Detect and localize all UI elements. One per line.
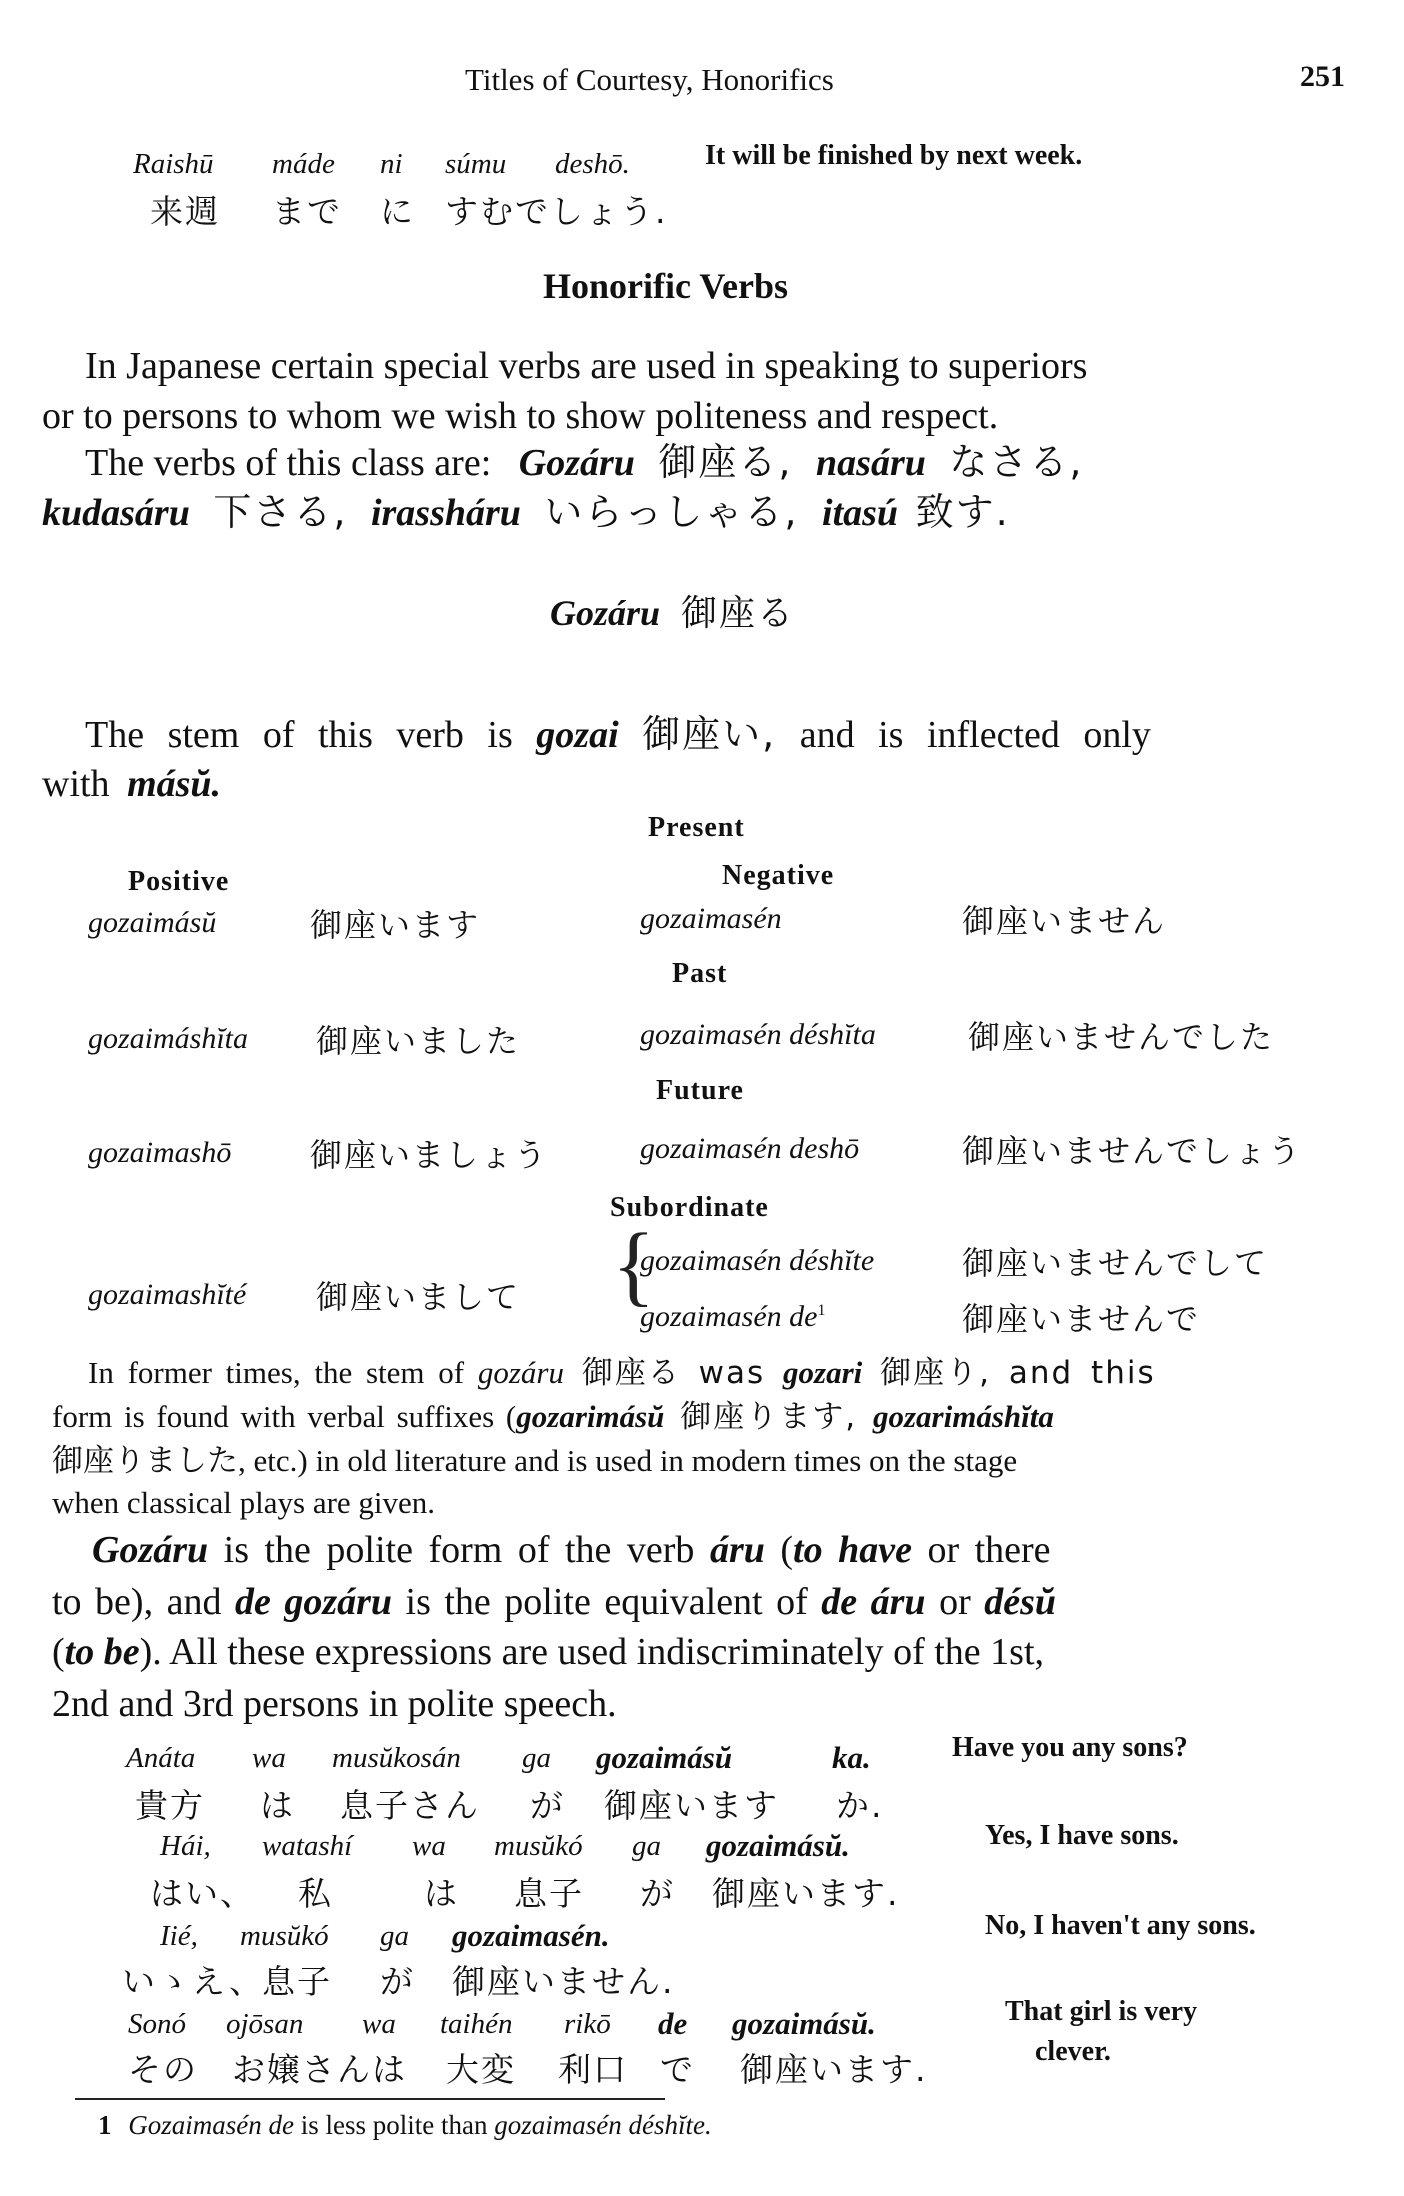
japanese-word: 利口 [558,2050,628,2089]
running-head: Titles of Courtesy, Honorifics [465,62,834,97]
note-line [52,1396,1054,1438]
romaji-word: ojōsan [226,2008,304,2040]
subsection-title-kanji: 御座る [681,593,796,634]
note-line: 御座りました, etc.) in old literature and is used in modern times on the stage [52,1443,1018,1478]
japanese-word: で [660,2050,695,2089]
polite-line: 2nd and 3rd persons in polite speech. [52,1683,617,1725]
positive-japanese: 御座いまして [316,1278,521,1316]
verb-romaji: itasú [822,492,899,534]
bold-italic-term: de áru [821,1581,926,1623]
polite-line [52,1628,1044,1677]
negative-romaji [640,1300,825,1334]
note-text: 御座ります, [664,1399,873,1435]
romaji-word: watashí [262,1830,353,1862]
text: ). All these expressions are used indiscriminately of the 1st, [139,1631,1045,1673]
subsection-title [550,585,795,636]
english-translation: No, I haven't any sons. [985,1910,1256,1941]
romaji-word: Anáta [126,1742,196,1774]
romaji-word: ga [380,1920,409,1952]
text: is the polite form of the verb [208,1529,710,1571]
text: ( [764,1529,794,1571]
romaji-word: Hái, [160,1830,211,1862]
japanese-word: 大変 [446,2050,516,2089]
note-bold-italic: gozarimásŭ [516,1399,665,1434]
japanese-word: まで [272,192,342,231]
note-text: In former times, the stem of [88,1355,478,1390]
note-bold-italic: gozarimáshĭta [872,1399,1054,1434]
romaji-word: musŭkó [240,1920,329,1952]
verbs-label: The verbs of this class are: [85,442,492,484]
note-line: when classical plays are given. [52,1485,436,1520]
romaji-word: gozaimásŭ [596,1740,733,1775]
japanese-word: 貴方 [135,1786,205,1825]
verb-kanji: 致す. [915,490,1010,534]
romaji-word: musŭkó [494,1830,583,1862]
stem-text: with [42,763,110,805]
negative-romaji-text: gozaimasén de [640,1300,818,1333]
page-number: 251 [1300,60,1345,93]
japanese-word: 私 [298,1874,333,1913]
bold-italic-term: Gozáru [92,1529,209,1571]
japanese-word: は [260,1786,295,1825]
negative-romaji: gozaimasén deshō [640,1132,860,1165]
bold-italic-term: to be [64,1631,140,1673]
japanese-word: 御座います. [740,2050,928,2089]
footnote [98,2110,712,2141]
footnote-text: is less polite than [293,2110,495,2140]
footnote-number: 1 [98,2110,112,2140]
negative-romaji: gozaimasén [640,902,782,935]
note-text: form is found with verbal suffixes ( [52,1399,517,1434]
romaji-word: rikō [564,2008,611,2040]
romaji-word: wa [252,1742,286,1774]
positive-romaji: gozaimashō [88,1136,232,1169]
romaji-word: Raishū [133,148,214,180]
japanese-word: 息子さん [340,1786,480,1825]
footnote-italic: Gozaimasén de [128,2110,294,2140]
romaji-word: ga [632,1830,661,1862]
verb-kanji: なさる, [949,440,1084,484]
japanese-word: 息子 [262,1962,332,2001]
intro-line: In Japanese certain special verbs are used in speaking to superiors [85,345,1088,387]
tense-heading: Future [656,1075,744,1106]
romaji-word: taihén [440,2008,513,2040]
romaji-word: musŭkosán [332,1742,461,1774]
verbs-line [42,488,1010,538]
note-line [88,1352,1156,1394]
romaji-word: wa [412,1830,446,1862]
negative-japanese: 御座いませんで [962,1300,1201,1338]
section-title: Honorific Verbs [543,266,789,306]
verbs-line [85,438,1083,488]
negative-heading: Negative [722,860,835,891]
english-translation: Have you any sons? [952,1732,1188,1763]
verb-romaji: kudasáru [42,492,190,534]
positive-romaji: gozaimáshĭta [88,1022,249,1055]
romaji-word: Iié, [160,1920,198,1952]
text: or [925,1581,985,1623]
japanese-word: いゝえ、 [122,1962,264,2001]
note-bold-italic: gozari [783,1355,863,1390]
english-translation: That girl is very [1005,1996,1198,2027]
negative-romaji: gozaimasén déshĭta [640,1018,876,1051]
note-text: 御座る was [563,1355,784,1391]
romaji-word: gozaimásŭ. [732,2006,876,2041]
tense-heading: Subordinate [610,1192,769,1223]
bold-italic-term: áru [709,1529,765,1571]
japanese-word: 御座いません. [452,1962,675,2001]
stem-line [85,710,1151,760]
bold-italic-term: to have [793,1529,912,1571]
polite-line [52,1578,1056,1627]
note-text: 御座り, and this [862,1355,1156,1391]
negative-japanese: 御座いませんでした [968,1018,1275,1056]
japanese-word: か. [836,1786,884,1825]
intro-line: or to persons to whom we wish to show politeness and respect. [42,395,999,437]
romaji-word: gozaimásŭ. [706,1828,850,1863]
negative-japanese: 御座いません [962,902,1167,940]
note-italic: gozáru [477,1355,564,1390]
polite-line [92,1526,1051,1575]
romaji-word: gozaimasén. [452,1918,610,1953]
japanese-word: が [530,1786,565,1825]
japanese-word: 御座います [604,1786,779,1825]
positive-heading: Positive [128,866,230,897]
negative-japanese: 御座いませんでして [962,1244,1269,1282]
romaji-word: ni [380,148,403,180]
negative-romaji: gozaimasén déshĭte [640,1244,875,1277]
footnote-ref: 1 [817,1302,826,1319]
japanese-word: は [424,1874,459,1913]
text: to be), and [52,1581,235,1623]
stem-kanji: 御座い, [642,712,777,756]
japanese-word: が [380,1962,415,2001]
japanese-word: 来週 [150,192,220,231]
positive-romaji: gozaimashĭté [88,1278,247,1311]
romaji-word: de [658,2006,688,2041]
stem-text: The stem of this verb is [85,714,513,756]
japanese-word: に [380,192,415,231]
english-translation: It will be finished by next week. [705,140,1083,171]
romaji-word: wa [362,2008,396,2040]
romaji-word: súmu [445,148,507,180]
footnote-italic: gozaimasén déshĭte. [494,2110,712,2140]
verb-kanji: 御座る, [658,440,793,484]
subsection-title-romaji: Gozáru [550,593,661,633]
tense-heading: Present [648,812,745,843]
verb-romaji: Gozáru [518,442,635,484]
english-translation: Yes, I have sons. [985,1820,1179,1851]
japanese-word: が [640,1874,675,1913]
brace: { [612,1216,656,1315]
stem-line-2 [42,760,221,809]
negative-japanese: 御座いませんでしょう [962,1132,1303,1170]
verb-kanji: いらっしゃる, [544,490,799,534]
romaji-word: deshō. [555,148,630,180]
verb-romaji: irassháru [370,492,521,534]
japanese-word: その [128,2050,198,2089]
positive-japanese: 御座いましょう [310,1136,549,1174]
romaji-word: Sonó [128,2008,186,2040]
stem-text: and is inflected only [799,714,1151,756]
verb-romaji: nasáru [816,442,926,484]
bold-italic-term: de gozáru [234,1581,393,1623]
footnote-rule [75,2098,665,2100]
positive-japanese: 御座いました [316,1022,521,1060]
japanese-word: 御座います. [712,1874,900,1913]
english-translation: clever. [1035,2036,1111,2067]
positive-japanese: 御座います [310,906,481,944]
stem-masu: másŭ. [127,763,222,805]
verb-kanji: 下さる, [213,490,348,534]
romaji-word: ka. [832,1740,871,1775]
tense-heading: Past [672,958,728,989]
japanese-word: はい、 [150,1874,255,1913]
romaji-word: ga [522,1742,551,1774]
japanese-word: 息子 [514,1874,584,1913]
positive-romaji: gozaimásŭ [88,906,217,939]
stem-romaji: gozai [536,714,619,756]
japanese-word: お嬢さんは [232,2050,407,2089]
bold-italic-term: désŭ [984,1581,1057,1623]
text: ( [52,1631,65,1673]
romaji-word: máde [272,148,335,180]
text: is the polite equivalent of [392,1581,822,1623]
text: or there [911,1529,1051,1571]
japanese-word: すむでしょう. [445,192,668,231]
